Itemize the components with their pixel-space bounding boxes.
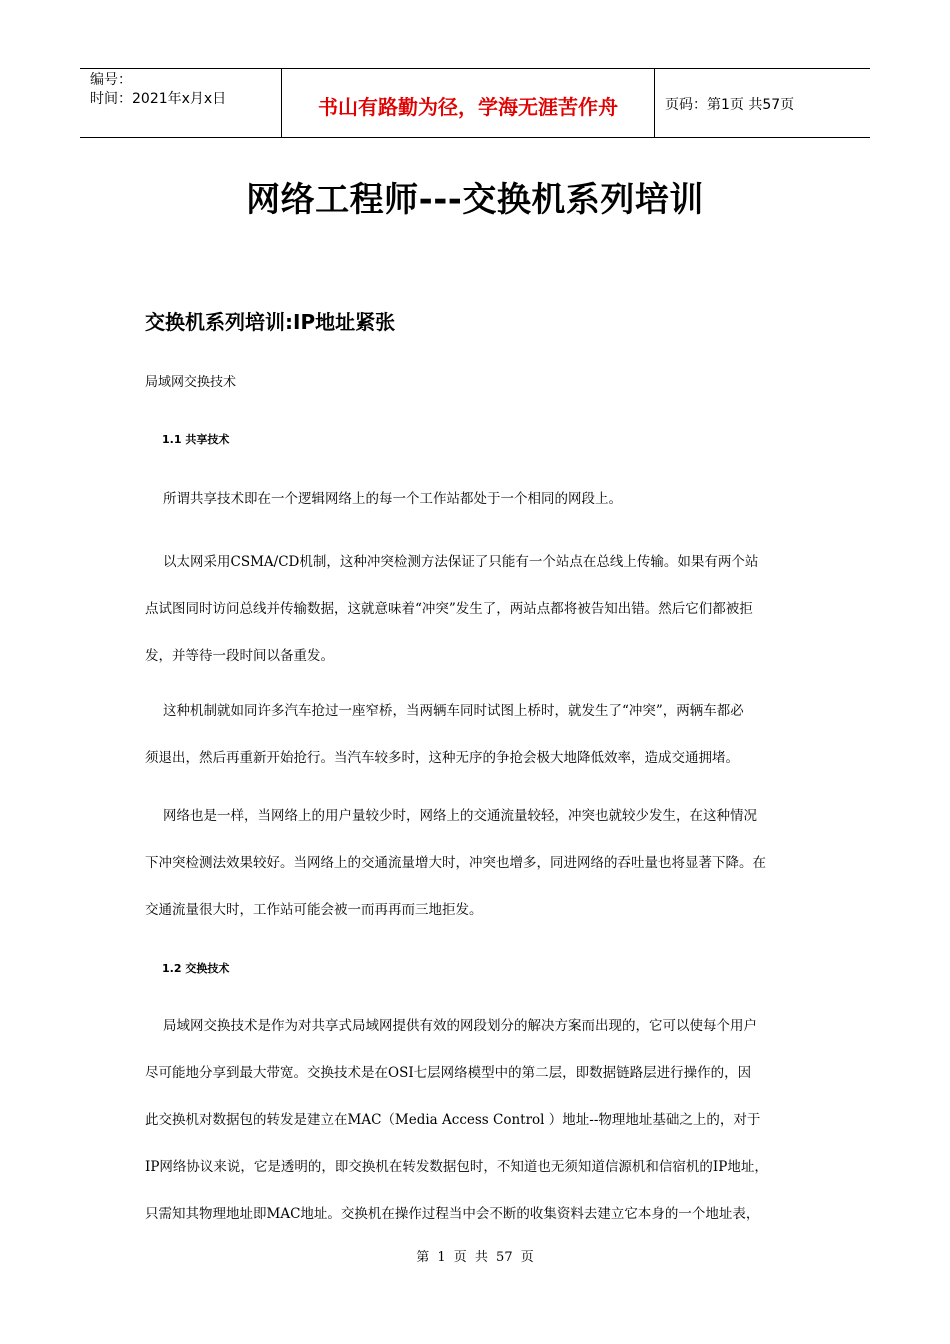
section-heading-2: 1.2 交换技术 (162, 962, 230, 975)
paragraph-line: IP网络协议来说，它是透明的，即交换机在转发数据包时，不知道也无须知道信源机和信宿机的IP地址， (145, 1159, 768, 1175)
paragraph-line: 只需知其物理地址即MAC地址。交换机在操作过程当中会不断的收集资料去建立它本身的一个地址表， (145, 1206, 760, 1222)
serial-label: 编号： (90, 72, 132, 88)
paragraph-line: 须退出，然后再重新开始抢行。当汽车较多时，这种无序的争抢会极大地降低效率，造成交通拥堵。 (145, 750, 739, 766)
paragraph-line: 交通流量很大时，工作站可能会被一而再再而三地拒发。 (145, 902, 483, 918)
paragraph-line: 下冲突检测法效果较好。当网络上的交通流量增大时，冲突也增多，同进网络的吞吐量也将显著下降。在 (145, 855, 766, 871)
section-label: 局域网交换技术 (145, 375, 237, 390)
paragraph-line: 以太网采用CSMA/CD机制，这种冲突检测方法保证了只能有一个站点在总线上传输。如果有两个站 (163, 554, 759, 570)
section-heading-1: 1.1 共享技术 (162, 433, 230, 446)
paragraph-line: 此交换机对数据包的转发是建立在MAC（Media Access Control ）地址--物理地址基础之上的，对于 (145, 1112, 761, 1128)
header-page-info: 页码：第1页 共57页 (665, 97, 795, 113)
paragraph (145, 793, 805, 934)
paragraph-line: 发，并等待一段时间以备重发。 (145, 648, 334, 664)
paragraph-line: 点试图同时访问总线并传输数据，这就意味着“冲突”发生了，两站点都将被告知出错。然后它们都被拒 (145, 601, 753, 617)
header-motto-cell (282, 69, 655, 137)
document-subtitle: 交换机系列培训:IP地址紧张 (145, 310, 396, 334)
document-title: 网络工程师---交换机系列培训 (246, 180, 704, 220)
paragraph (145, 1003, 805, 1238)
page-header (80, 68, 870, 138)
paragraph-line: 这种机制就如同许多汽车抢过一座窄桥，当两辆车同时试图上桥时，就发生了“冲突”，两辆车都必 (163, 703, 744, 719)
header-page-cell (655, 69, 870, 137)
paragraph-line: 所谓共享技术即在一个逻辑网络上的每一个工作站都处于一个相同的网段上。 (163, 491, 622, 507)
header-meta-cell (80, 69, 282, 137)
paragraph-line: 局域网交换技术是作为对共享式局域网提供有效的网段划分的解决方案而出现的，它可以使每个用户 (163, 1018, 757, 1034)
time-label: 时间：2021年x月x日 (90, 91, 227, 107)
paragraph-line: 网络也是一样，当网络上的用户量较少时，网络上的交通流量较轻，冲突也就较少发生，在这种情况 (163, 808, 757, 824)
paragraph (145, 688, 805, 782)
page-footer: 第 1 页 共 57 页 (416, 1250, 534, 1265)
paragraph (145, 476, 805, 523)
motto-text: 书山有路勤为径，学海无涯苦作舟 (318, 94, 618, 119)
paragraph (145, 539, 805, 680)
paragraph-line: 尽可能地分享到最大带宽。交换技术是在OSI七层网络模型中的第二层，即数据链路层进行操作的，因 (145, 1065, 752, 1081)
